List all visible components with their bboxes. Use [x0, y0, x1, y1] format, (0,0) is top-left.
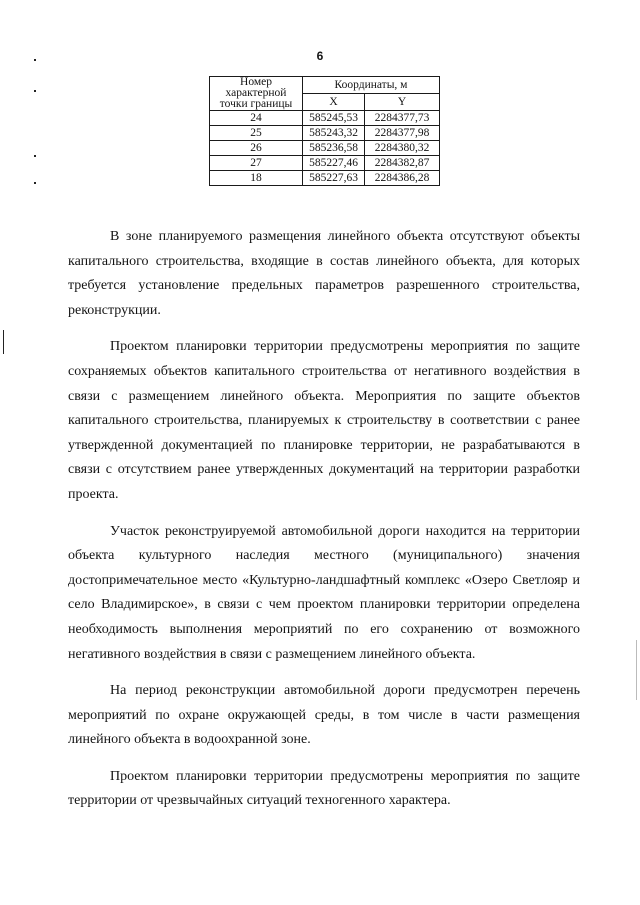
paragraph: Участок реконструируемой автомобильной дороги находится на территории объекта культурного наследия местного (муниципального) значения достопримечательное место «Культурно-ландшафтный комплекс «Озеро Светлояр и село Владимирское», в связи с чем проектом планировки территории определена необходимость выполнения мероприятий по его сохранению от возможного негативного воздействия в связи с размещением линейного объекта.	[68, 523, 580, 662]
table-row	[210, 111, 440, 126]
x-coordinate-cell: 585227,63	[303, 171, 365, 186]
scan-line	[636, 640, 637, 700]
x-coordinate-cell: 585236,58	[303, 141, 365, 156]
table-row	[210, 141, 440, 156]
scan-dot	[34, 182, 36, 184]
point-number-cell: 24	[210, 111, 303, 126]
coordinates-table	[209, 76, 440, 186]
y-coordinate-cell: 2284377,73	[365, 111, 440, 126]
paragraph: Проектом планировки территории предусмотрены мероприятия по защите территории от чрезвычайных ситуаций техногенного характера.	[68, 768, 580, 809]
point-number-cell: 25	[210, 126, 303, 141]
y-coordinate-cell: 2284380,32	[365, 141, 440, 156]
header-coordinates: Координаты, м	[303, 77, 440, 94]
scan-line	[3, 330, 4, 354]
point-number-cell: 26	[210, 141, 303, 156]
page-number: 6	[316, 49, 324, 63]
header-point-number: Номер характерной точки границы	[210, 77, 303, 111]
y-coordinate-cell: 2284377,98	[365, 126, 440, 141]
table-row	[210, 171, 440, 186]
scan-dot	[34, 90, 36, 92]
paragraph: Проектом планировки территории предусмотрены мероприятия по защите сохраняемых объектов капитального строительства от негативного воздействия в связи с размещением линейного объекта. Мероприятия по защите объектов капитального строительства, планируемых к строительству в соответствии с ранее утвержденной документацией по планировке территории, не разрабатываются в связи с отсутствием ранее утвержденных документаций на территории разработки проекта.	[68, 339, 580, 502]
scan-dot	[34, 59, 36, 61]
y-coordinate-cell: 2284386,28	[365, 171, 440, 186]
paragraph: На период реконструкции автомобильной дороги предусмотрен перечень мероприятий по охране окружающей среды, в том числе в части размещения линейного объекта в водоохранной зоне.	[68, 683, 580, 748]
point-number-cell: 27	[210, 156, 303, 171]
scan-dot	[34, 155, 36, 157]
table-row	[210, 126, 440, 141]
x-coordinate-cell: 585227,46	[303, 156, 365, 171]
table-row	[210, 156, 440, 171]
table-header-row	[210, 77, 440, 94]
paragraph: В зоне планируемого размещения линейного объекта отсутствуют объекты капитального строительства, входящие в состав линейного объекта, для которых требуется установление предельных параметров разрешенного строительства, реконструкции.	[68, 229, 580, 318]
y-coordinate-cell: 2284382,87	[365, 156, 440, 171]
x-coordinate-cell: 585245,53	[303, 111, 365, 126]
header-x: X	[303, 94, 365, 111]
header-y: Y	[365, 94, 440, 111]
point-number-cell: 18	[210, 171, 303, 186]
x-coordinate-cell: 585243,32	[303, 126, 365, 141]
body-text	[68, 225, 580, 826]
